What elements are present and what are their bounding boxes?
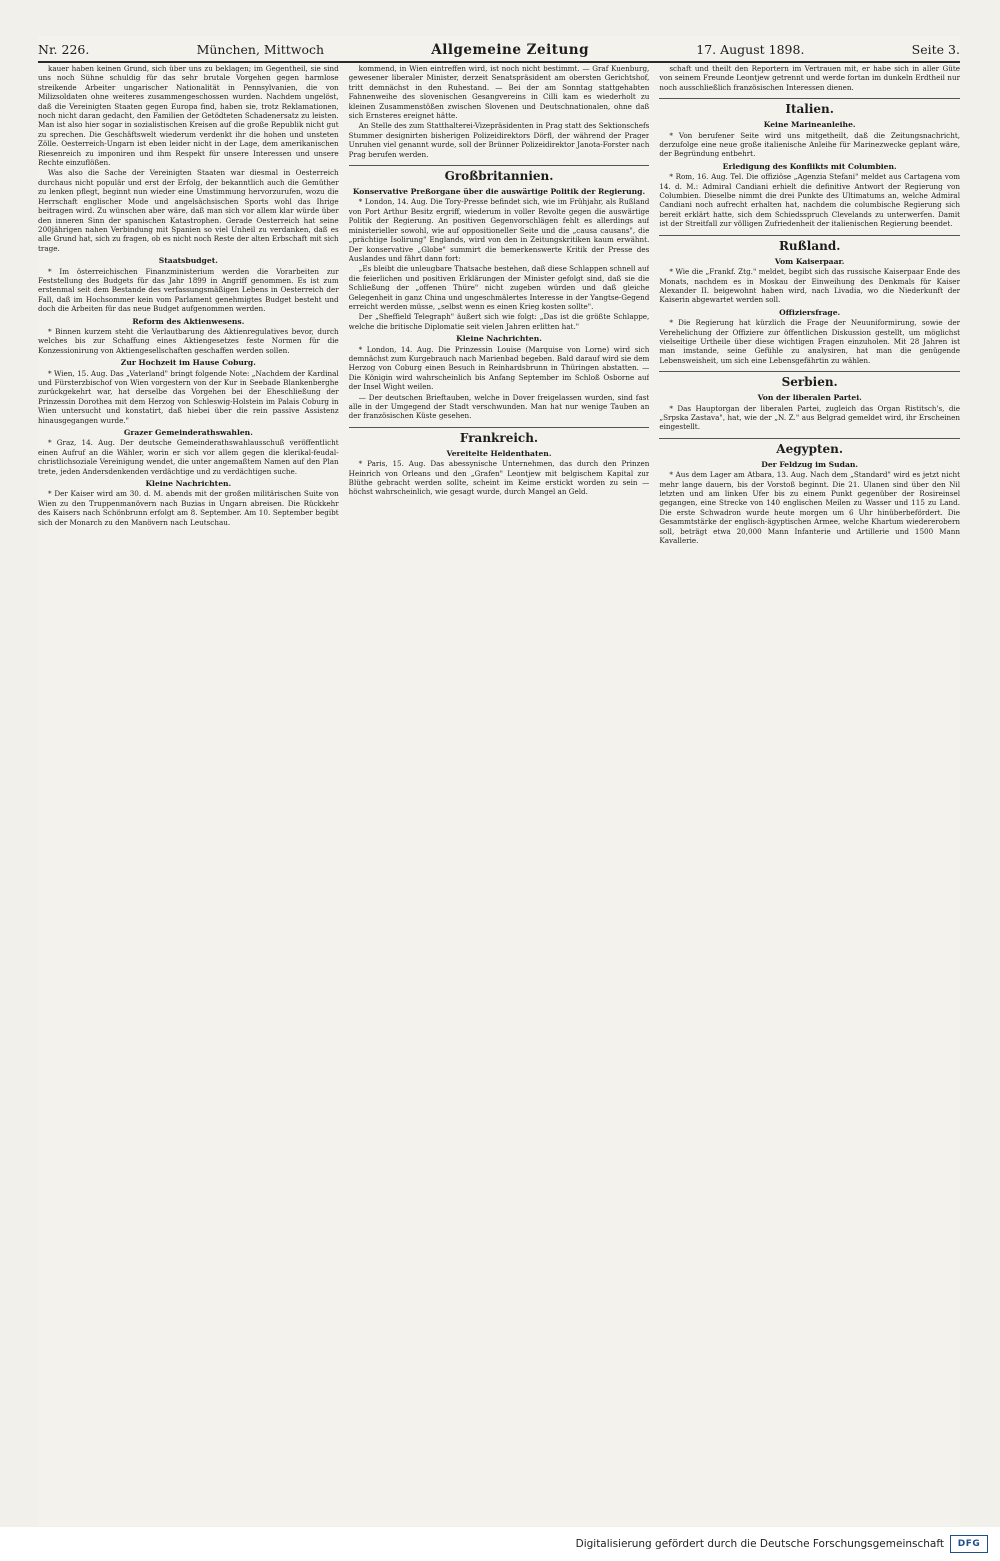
subheading: Kleine Nachrichten. <box>456 334 542 344</box>
section-heading: Zur Hochzeit im Hause Coburg. <box>120 358 256 368</box>
paragraph: * Aus dem Lager am Atbara, 13. Aug. Nach dem „Standard" wird es jetzt nicht mehr lange dauern, bis der Vorstoß beginnt. Die 21. Ulanen sind über den Nil letzten und am linken Ufer bis zu einem Punkt gegenüber der Rosireinsel gegangen, eine Strecke von 140 englischen Meilen zu Wasser und 115 zu Land. Die erste Schwadron wurde heute morgen um 6 Uhr hinüberbefördert. Die Gesammtstärke der englisch-ägyptischen Armee, welche Khartum wiedererobern soll, beträgt etwa 20,000 Mann Infanterie und Artillerie und 1500 Mann Kavallerie. <box>659 470 960 546</box>
paragraph: — Der deutschen Brieftauben, welche in Dover freigelassen wurden, sind fast alle in der Umgegend der Stadt verschwunden. Man hat nur wenige Tauben an der französischen Küste gesehen. <box>348 392 650 421</box>
subheading: Der Feldzug im Sudan. <box>761 459 859 469</box>
paragraph: „Es bleibt die unleugbare Thatsache bestehen, daß diese Schlappen schnell auf die feierlichen und positiven Erklärungen der Minister gefolgt sind, daß sie die Schließung der „offenen Thüre" nicht zugeben würden und daß gleiche Gelegenheit in ganz China und ungeschmälertes Interesse in der Yangtse-Gegend erreicht werden müsse, „selbst wenn es einen Krieg kosten sollte". <box>348 264 650 311</box>
paragraph: * Paris, 15. Aug. Das abessynische Unternehmen, das durch den Prinzen Heinrich von Orleans und den „Grafen" Leontjew mit belgischem Kapital zur Blüthe gebracht werden sollte, scheint im Keime erstickt worden zu sein — höchst wahrscheinlich, wie gesagt wurde, durch Mangel an Geld. <box>348 459 650 497</box>
paragraph: * Von berufener Seite wird uns mitgetheilt, daß die Zeitungsnachricht, derzufolge eine neue große italienische Anleihe für Marinezwecke geplant wäre, der Begründung entbehrt. <box>659 130 960 159</box>
section-heading: Kleine Nachrichten. <box>145 479 232 489</box>
digitization-footer <box>0 1527 1000 1561</box>
paragraph: * Im österreichischen Finanzministerium werden die Vorarbeiten zur Feststellung des Budgets für das Jahr 1899 in Angriff genommen. Es ist zum erstenmal seit dem Bestande des verfassungsmäßigen Lebens in Oesterreich der Fall, daß im Hochsommer kein vom Parlament genehmigtes Budget besteht und doch die Arbeiten für das neue Budget aufgenommen werden. <box>38 266 339 314</box>
columns <box>38 64 960 1526</box>
subheading: Vom Kaiserpaar. <box>774 256 845 266</box>
country-heading: Rußland. <box>659 235 960 254</box>
footer-credit: Digitalisierung gefördert durch die Deutsche Forschungsgemeinschaft <box>575 1538 944 1550</box>
paragraph: * Graz, 14. Aug. Der deutsche Gemeinderathswahlausschuß veröffentlicht einen Aufruf an die Wähler, worin er sich vor allem gegen die klerikal-feudal-christlichsoziale Vereinigung wendet, die unter angemaßtem Namen auf den Plan trete, jeden Andersdenkenden verdächtige und zu verdächtigen suche. <box>38 438 339 476</box>
subheading: Konservative Preßorgane über die auswärtige Politik der Regierung. <box>352 187 646 197</box>
paragraph: * Wie die „Frankf. Ztg." meldet, begibt sich das russische Kaiserpaar Ende des Monats, nachdem es in Moskau der Einweihung des Denkmals für Kaiser Alexander II. beigewohnt haben wird, nach Livadia, wo die Niederkunft der Kaiserin abgewartet werden soll. <box>659 267 960 305</box>
subheading: Offiziersfrage. <box>779 307 841 317</box>
paragraph: Der „Sheffield Telegraph" äußert sich wie folgt: „Das ist die größte Schlappe, welche die britische Diplomatie seit vielen Jahren erlitten hat." <box>348 312 650 331</box>
paragraph: * London, 14. Aug. Die Tory-Presse befindet sich, wie im Frühjahr, als Rußland von Port Arthur Besitz ergriff, wiederum in voller Revolte gegen die auswärtige Politik der Regierung. An positiven Gegenvorschlägen fehlt es allerdings auf ministerieller sowohl, wie auf oppositioneller Seite und die „causa causans", die „prächtige Isolirung" Englands, wird von den in Zeitungskritiken kaum erwähnt. Der konservative „Globe" summirt die bemerkenswerte Kritik der Presse des Auslandes und fährt dann fort: <box>348 197 650 263</box>
subheading: Keine Marineanleihe. <box>763 120 856 130</box>
country-heading: Großbritannien. <box>349 165 650 184</box>
country-heading: Frankreich. <box>349 427 650 446</box>
dfg-logo: DFG <box>950 1535 988 1553</box>
country-heading: Serbien. <box>659 371 960 390</box>
paragraph: * Rom, 16. Aug. Tel. Die offiziöse „Agenzia Stefani" meldet aus Cartagena vom 14. d. M.: Admiral Candiani erhielt die definitive Antwort der Regierung von Columbien. Dieselbe nimmt die drei Punkte des Ultimatums an, welche Admiral Candiani noch aufrecht erhalten hat, nachdem die columbische Regierung sich bereit erklärt hatte, sich dem Schiedsspruch Clevelands zu unterwerfen. Damit ist der Streitfall zur völligen Zufriedenheit der italienischen Regierung beendet. <box>659 172 960 229</box>
paragraph: * Die Regierung hat kürzlich die Frage der Neuuniformirung, sowie der Verehelichung der Offiziere zur öffentlichen Diskussion gestellt, um möglichst vielseitige Urtheile über diese wichtigen Fragen einzuholen. Mit 28 Jahren ist man imstande, seine Gefühle zu analysiren, hat man die genügende Lebensweisheit, um sich eine Lebensgefährtin zu wählen. <box>659 318 960 365</box>
paragraph: kauer haben keinen Grund, sich über uns zu beklagen; im Gegentheil, sie sind uns noch Sühne schuldig für das sehr brutale Vorgehen gegen harmlose streikende Arbeiter ungarischer Nationalität in Pennsylvanien, die von Milizsoldaten ohne weiteres zusammengeschossen wurden. Nachdem ungelöst, daß die Vereinigten Staaten gegen Europa find, haben sie, trotz Reklamationen, noch nicht daran gedacht, den Familien der Getödteten Schadenersatz zu leisten. Man ist also hier sogar in sozialistischen Kreisen auf die große Republik nicht gut zu sprechen. Die Geschäftswelt wiederum verdenkt ihr die hohen und unsteten Zölle. Oesterreich-Ungarn ist eben leider nicht in der Lage, dem amerikanischen Riesenreich zu imponiren und ihm Respekt für unsere Interessen und unsere Rechte einzuflößen. <box>38 64 339 168</box>
subheading: Von der liberalen Partei. <box>757 393 862 403</box>
section-heading: Staatsbudget. <box>158 256 218 266</box>
paragraph: * Der Kaiser wird am 30. d. M. abends mit der großen militärischen Suite von Wien zu den Truppenmanövern nach Buzias in Ungarn abreisen. Die Rückkehr des Kaisers nach Schönbrunn erfolgt am 8. September. Am 10. September begibt sich der Monarch zu den Manövern nach Leutschau. <box>38 489 339 527</box>
paragraph: * Binnen kurzem steht die Verlautbarung des Aktienregulatives bevor, durch welches bis zur Schaffung eines Aktiengesetzes feste Normen für die Konzessionirung von Aktiengesellschaften geschaffen werden sollen. <box>38 326 339 355</box>
country-heading: Italien. <box>659 98 960 117</box>
subheading: Vereitelte Heldenthaten. <box>446 448 552 458</box>
section-heading: Reform des Aktienwesens. <box>132 316 245 326</box>
subheading: Erledigung des Konflikts mit Columbien. <box>722 161 897 171</box>
issue-number: Nr. 226. <box>38 42 90 57</box>
newspaper-page <box>38 36 960 1526</box>
newspaper-title: Allgemeine Zeitung <box>431 42 590 58</box>
column-1 <box>38 64 339 1526</box>
column-2 <box>349 64 650 1526</box>
country-heading: Aegypten. <box>659 438 960 457</box>
page-number: Seite 3. <box>911 42 960 57</box>
issue-date: 17. August 1898. <box>696 42 805 57</box>
paragraph: An Stelle des zum Statthalterei-Vizepräsidenten in Prag statt des Sektionschefs Stummer designirten bisherigen Polizeidirektors Dörfl, der während der Prager Unruhen viel genannt wurde, soll der Brünner Polizeidirektor Janota-Forster nach Prag berufen werden. <box>348 121 650 159</box>
paragraph: * Das Hauptorgan der liberalen Partei, zugleich das Organ Ristitsch's, die „Srpska Zastava", hat, wie der „N. Z." aus Belgrad gemeldet wird, ihr Erscheinen eingestellt. <box>659 403 960 432</box>
place-day: München, Mittwoch <box>196 42 325 57</box>
paragraph: Was also die Sache der Vereinigten Staaten war diesmal in Oesterreich durchaus nicht populär und erst der Erfolg, der bekanntlich auch die Gemüther zu lenken pflegt, beginnt nun wieder eine Umstimmung hervorzurufen, wozu die Herrschaft englischer Mode und angelsächsischen Sports wohl das Ihrige beitragen wird. Zu wünschen aber wäre, daß man sich vor allem klar würde über den inneren Sinn der spanischen Katastrophen. Gerade Oesterreich hat seine 200jährigen nahen Verbindung mit Spanien so viel Unheil zu verdanken, daß es alle Grund hat, sich zu fragen, ob es nicht noch Reste der alten Erbschaft mit sich trage. <box>38 168 339 253</box>
page-header <box>38 36 960 63</box>
paragraph: kommend, in Wien eintreffen wird, ist noch nicht bestimmt. — Graf Kuenburg, gewesener liberaler Minister, derzeit Senatspräsident am obersten Gerichtshof, tritt demnächst in den Ruhestand. — Bei der am Sonntag stattgehabten Fahnenweihe des slovenischen Gesangvereins in Cilli kam es wiederholt zu kleinen Zusammenstößen zwischen Slovenen und Deutschnationalen, ohne daß sich Ernsteres ereignet hätte. <box>348 64 650 121</box>
paragraph: * Wien, 15. Aug. Das „Vaterland" bringt folgende Note: „Nachdem der Kardinal und Fürsterzbischof von Wien vorgestern von der Kur in Seebade Blankenberghe zurückgekehrt war, hat derselbe das Vorgehen bei der Eheschließung der Prinzessin Dorothea mit dem Herzog von Schleswig-Holstein im Palais Coburg in Wien untersucht und konstatirt, daß hiebei über die rein passive Assistenz hinausgegangen wurde." <box>38 368 339 425</box>
column-3 <box>659 64 960 1526</box>
paragraph: schaft und theilt den Reportern im Vertrauen mit, er habe sich in aller Güte von seinem Freunde Leontjew getrennt und werde fortan im dunkeln Erdtheil nur noch ausschließlich französischen Interessen dienen. <box>659 64 960 92</box>
section-heading: Grazer Gemeinderathswahlen. <box>123 428 253 438</box>
paragraph: * London, 14. Aug. Die Prinzessin Louise (Marquise von Lorne) wird sich demnächst zum Kurgebrauch nach Marienbad begeben. Bald darauf wird sie dem Herzog von Coburg einen Besuch in Reinhardsbrunn in Thüringen abstatten. — Die Königin wird wahrscheinlich bis Anfang September im Schloß Osborne auf der Insel Wight weilen. <box>348 344 650 392</box>
